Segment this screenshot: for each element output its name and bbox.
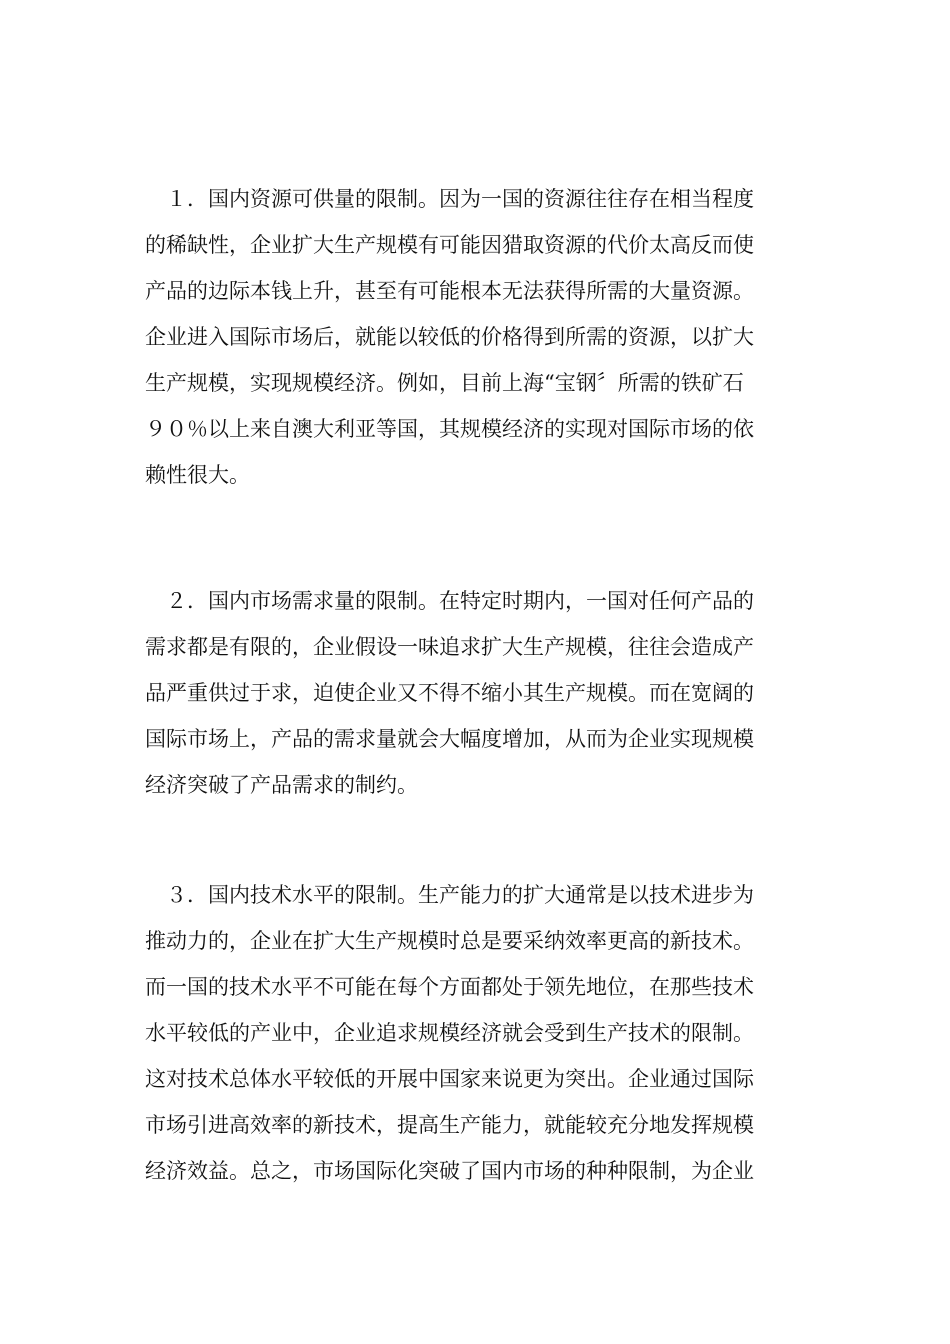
paragraph-3 [145,872,815,1194]
paragraph-line: 企业进入国际市场后，就能以较低的价格得到所需的资源，以扩大 [145,325,754,349]
paragraph-line: 这对技术总体水平较低的开展中国家来说更为突出。企业通过国际 [145,1067,754,1091]
paragraph-line: 市场引进高效率的新技术，提高生产能力，就能较充分地发挥规模 [145,1113,754,1137]
paragraph-line: １．国内资源可供量的限制。因为一国的资源往往存在相当程度 [145,187,754,211]
paragraph-line: 经济突破了产品需求的制约。 [145,773,418,797]
paragraph-line: 生产规模，实现规模经济。例如，目前上海“宝钢〞所需的铁矿石 [145,371,744,395]
paragraph-line: 国际市场上，产品的需求量就会大幅度增加，从而为企业实现规模 [145,727,754,751]
paragraph-line: 而一国的技术水平不可能在每个方面都处于领先地位，在那些技术 [145,975,754,999]
paragraph-2 [145,578,815,808]
paragraph-line: ２．国内市场需求量的限制。在特定时期内，一国对任何产品的 [145,589,754,613]
paragraph-line: 需求都是有限的，企业假设一味追求扩大生产规模，往往会造成产 [145,635,754,659]
paragraph-line: ９０％以上来自澳大利亚等国，其规模经济的实现对国际市场的依 [145,417,754,441]
paragraph-line: 经济效益。总之，市场国际化突破了国内市场的种种限制，为企业 [145,1159,754,1183]
paragraph-line: 赖性很大。 [145,463,250,487]
paragraph-line: 的稀缺性，企业扩大生产规模有可能因猎取资源的代价太高反而使 [145,233,754,257]
paragraph-line: 产品的边际本钱上升，甚至有可能根本无法获得所需的大量资源。 [145,279,754,303]
paragraph-line: 水平较低的产业中，企业追求规模经济就会受到生产技术的限制。 [145,1021,754,1045]
paragraph-line: ３．国内技术水平的限制。生产能力的扩大通常是以技术进步为 [145,883,754,907]
paragraph-line: 品严重供过于求，迫使企业又不得不缩小其生产规模。而在宽阔的 [145,681,754,705]
paragraph-line: 推动力的，企业在扩大生产规模时总是要采纳效率更高的新技术。 [145,929,754,953]
paragraph-1 [145,176,815,498]
